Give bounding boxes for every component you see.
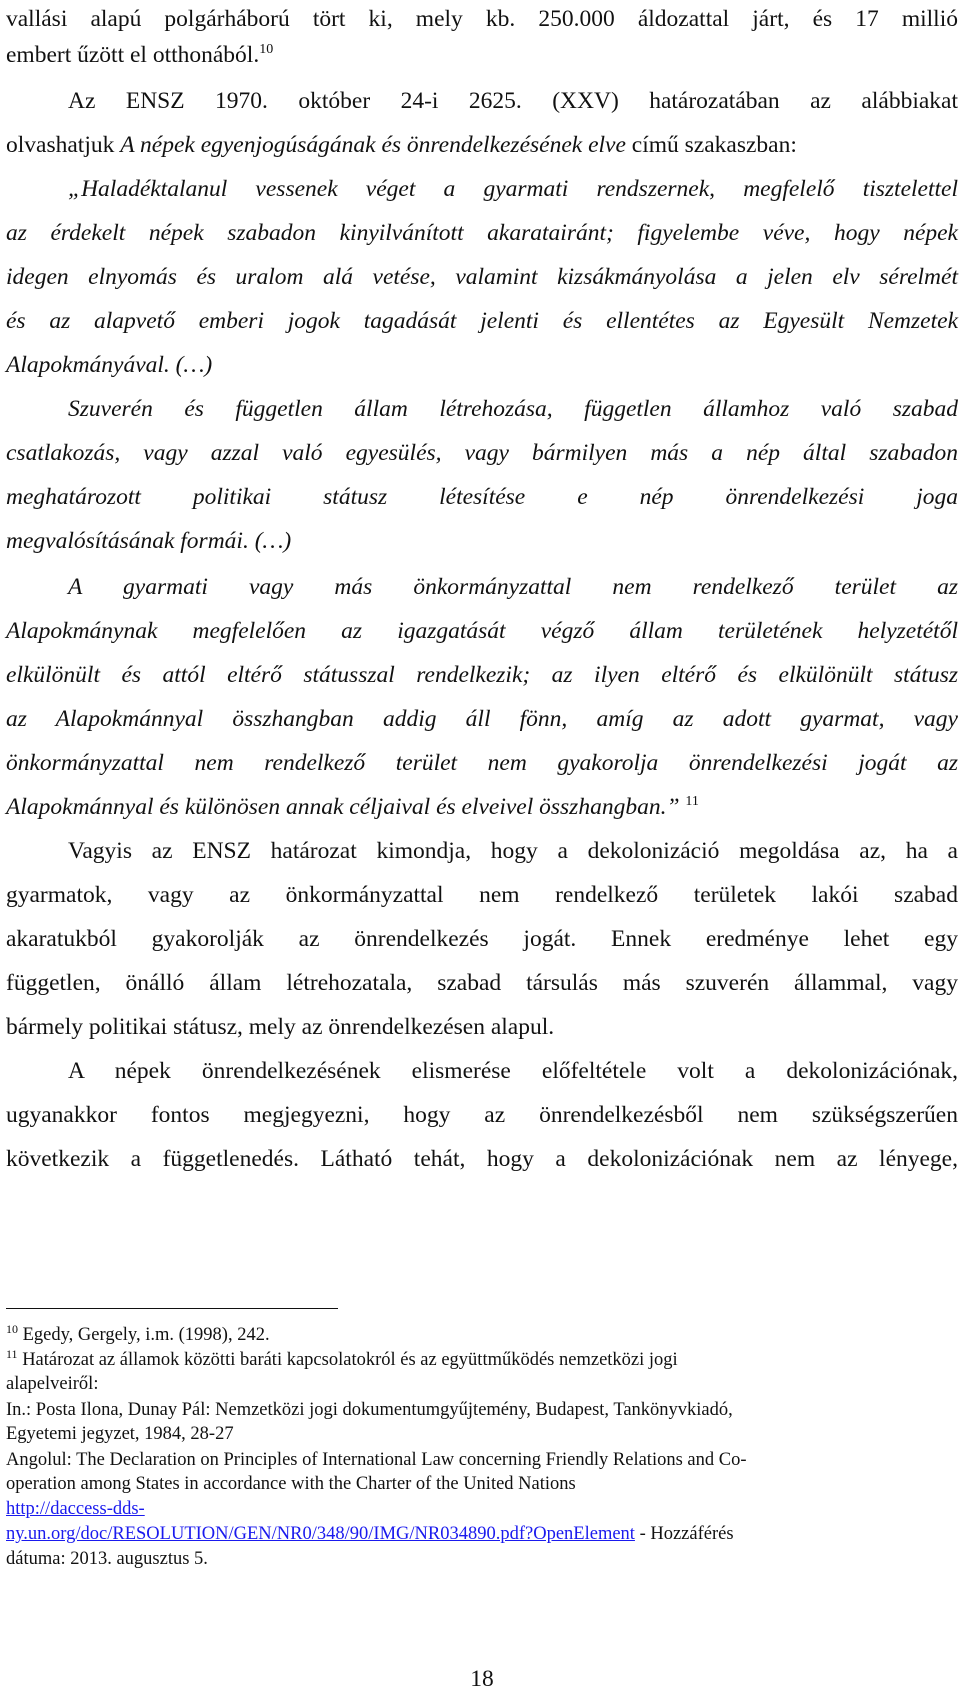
quote-line [6,792,958,822]
body-line [6,130,958,160]
footnote-ref-11: 11 [685,794,699,809]
quote-line: Szuverén és független állam létrehozása, független államhoz való szabad [68,396,958,422]
footnote-line [6,1522,958,1546]
quote-line: Alapokmánynak megfelelően az igazgatását végző állam területének helyzetétől [6,618,958,644]
footnote-11 [6,1348,958,1372]
footnote-text: Határozat az államok közötti baráti kapcsolatokról és az együttműködés nemzetközi jogi [17,1350,678,1370]
footnote-line [6,1497,958,1521]
footnote-line: alapelveiről: [6,1374,99,1394]
quote-line: önkormányzattal nem rendelkező terület nem gyakorolja önrendelkezési jogát az [6,750,958,776]
quote-line: elkülönült és attól eltérő státusszal rendelkezik; az ilyen eltérő és elkülönült státusz [6,662,958,688]
page-number: 18 [470,1666,494,1692]
body-line: bármely politikai státusz, mely az önrendelkezésen alapul. [6,1014,555,1040]
footnote-line: Angolul: The Declaration on Principles of International Law concerning Friendly Relations and Co- [6,1450,747,1470]
quote-line: megvalósításának formái. (…) [6,528,292,554]
resolution-link[interactable]: ny.un.org/doc/RESOLUTION/GEN/NR0/348/90/IMG/NR034890.pdf?OpenElement [6,1524,635,1544]
body-line: Az ENSZ 1970. október 24-i 2625. (XXV) határozatában az alábbiakat [68,88,958,114]
body-line: független, önálló állam létrehozatala, szabad társulás más szuverén állammal, vagy [6,970,958,996]
quote-line: idegen elnyomás és uralom alá vetése, valamint kizsákmányolása a jelen elv sérelmét [6,264,958,290]
footnote-text: Egedy, Gergely, i.m. (1998), 242. [18,1325,270,1345]
quote-line: csatlakozás, vagy azzal való egyesülés, vagy bármilyen más a nép által szabadon [6,440,958,466]
quote-line: az érdekelt népek szabadon kinyilvánított akaratairánt; figyelembe véve, hogy népek [6,220,958,246]
quote-line: az Alapokmánnyal összhangban addig áll fönn, amíg az adott gyarmat, vagy [6,706,958,732]
resolution-link[interactable]: http://daccess-dds- [6,1499,145,1519]
footnote-separator [6,1308,338,1309]
body-line: gyarmatok, vagy az önkormányzattal nem rendelkező területek lakói szabad [6,882,958,908]
footnote-line: operation among States in accordance with the Charter of the United Nations [6,1474,576,1494]
quote-line: A gyarmati vagy más önkormányzattal nem rendelkező terület az [68,574,958,600]
body-line [6,40,958,70]
body-text: embert űzött el otthonából. [6,42,260,68]
footnote-number: 10 [6,1322,18,1336]
body-text: olvashatjuk [6,132,121,158]
body-text: című szakaszban: [625,132,797,158]
footnote-line: Egyetemi jegyzet, 1984, 28-27 [6,1424,234,1444]
quote-line: Alapokmányával. (…) [6,352,213,378]
footnote-text: - Hozzáférés [634,1524,734,1544]
footnote-line: dátuma: 2013. augusztus 5. [6,1549,208,1569]
footnote-number: 11 [6,1347,18,1361]
footnote-ref-10: 10 [259,42,274,57]
quote-line: és az alapvető emberi jogok tagadását jelenti és ellentétes az Egyesült Nemzetek [6,308,958,334]
footnote-line: In.: Posta Ilona, Dunay Pál: Nemzetközi jogi dokumentumgyűjtemény, Budapest, Tankönyvkiadó, [6,1400,733,1420]
body-line: következik a függetlenedés. Látható tehát, hogy a dekolonizációnak nem az lényege, [6,1146,958,1172]
section-title-italic: A népek egyenjogúságának és önrendelkezésének elve [120,132,626,158]
quote-text: Alapokmánnyal és különösen annak céljaival és elveivel összhangban.” [6,794,680,820]
quote-line: „Haladéktalanul vessenek véget a gyarmati rendszernek, megfelelő tisztelettel [68,176,958,202]
body-line: akaratukból gyakorolják az önrendelkezés jogát. Ennek eredménye lehet egy [6,926,958,952]
body-line: A népek önrendelkezésének elismerése előfeltétele volt a dekolonizációnak, [68,1058,958,1084]
body-line: Vagyis az ENSZ határozat kimondja, hogy a dekolonizáció megoldása az, ha a [68,838,958,864]
body-line: ugyanakkor fontos megjegyezni, hogy az önrendelkezésből nem szükségszerűen [6,1102,958,1128]
quote-line: meghatározott politikai státusz létesítése e nép önrendelkezési joga [6,484,958,510]
body-line: vallási alapú polgárháború tört ki, mely kb. 250.000 áldozattal járt, és 17 millió [6,6,958,32]
footnote-10 [6,1323,958,1347]
